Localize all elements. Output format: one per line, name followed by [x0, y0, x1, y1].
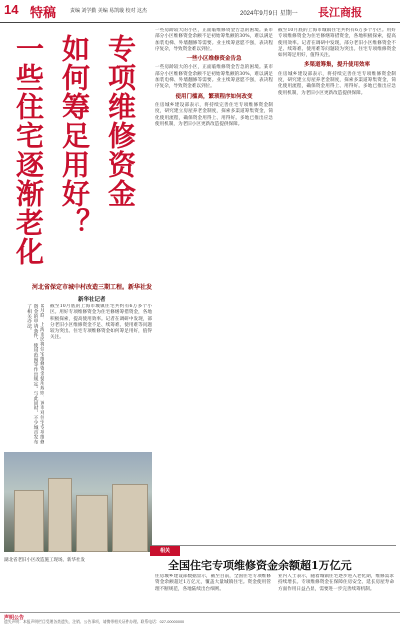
headline-line-2: 如何筹足用好？	[58, 34, 91, 237]
headline-line-3: 一些住宅逐渐老化	[12, 34, 45, 266]
masthead-logo: 長江商报	[318, 6, 362, 19]
article-col-3	[278, 28, 396, 543]
intro-text: 8月底，上海市民将住宅维修资金使用规则，该市对住宅专项维修资金的申请条件、使用范围等作出规定。与此同时，不少城市发布了相关办法。	[26, 304, 44, 444]
related-col-b: 业内人士表示，随着城镇住宅逐步进入老化期，维修需求持续增长。专项维修资金在保障住房安全、延长房屋寿命方面作用日益凸显，需要进一步完善续筹机制。	[278, 574, 394, 592]
related-tag: 相关	[150, 546, 180, 556]
photo-caption: 湖北省老旧小区改造施工现场。新华社发	[4, 558, 85, 563]
article-col-3-body: 截至10月底的上海市城镇住宅共约有6万多个小区。用好专项维修资金为住宅修缮筹措资金，各地积极探索，提高使用效率。记者在调研中发现，部分老旧小区维修资金不足、续筹难、使用难等问题较为突出。住宅专项维修资金如何筹足用好，值得关注。	[278, 28, 396, 59]
headline-line-1: 专项维修资金	[104, 34, 137, 208]
article-col-2-body-3: 住房城乡建设部表示，将持续完善住宅专项维修资金制度，研究建立房屋养老金制度，探索多渠道筹集资金，简化使用流程，确保资金用得上、用得好。多地已推出应急使用机制，为老旧小区更新改造提供保障。	[155, 102, 273, 127]
byline: 新华社记者	[78, 297, 106, 303]
article-col-2	[155, 28, 273, 543]
article-col-2-body-2: 一些房龄较大的小区，正面临维修资金告急的困境。某市部分小区维修资金余额不足初始筹集额的30%，难以满足加装电梯、外墙翻修等需要。业主续筹意愿不强，表决程序复杂，导致资金难以到位。	[155, 65, 273, 90]
construction-photo	[4, 452, 152, 552]
article-col-3-body-2: 住房城乡建设部表示，将持续完善住宅专项维修资金制度，研究建立房屋养老金制度，探索多渠道筹集资金，简化使用流程，确保资金用得上、用得好。多地已推出应急使用机制，为老旧小区更新改造提供保障。	[278, 71, 396, 96]
related-headline: 全国住宅专项维修资金余额超1万亿元	[168, 559, 352, 572]
related-col-a: 住房城乡建设部数据显示，截至目前，全国住宅专项维修资金余额超过1万亿元，覆盖大量城镇住宅。资金使用管理不断规范，各地陆续出台细则。	[155, 574, 271, 592]
article-col-2-body: 一些房龄较大的小区，正面临维修资金告急的困境。某市部分小区维修资金余额不足初始筹集额的30%，难以满足加装电梯、外墙翻修等需要。业主续筹意愿不强，表决程序复杂，导致资金难以到位。	[155, 28, 273, 52]
issue-date: 2024年9月9日 星期一	[240, 11, 298, 17]
section-title: 特稿	[30, 5, 57, 20]
question-head-2: 使用门槛高，繁琐程序如何改变	[175, 93, 253, 100]
notice-text: 遗失声明：本报声明栏目受理各类遗失、注销、公告事项，请携带相关证件办理。联系电话：027-00000000	[4, 620, 185, 624]
notice-title: 声明公告	[4, 615, 25, 621]
headline	[2, 28, 152, 278]
subhead: 河北省保定市城中村改造三期工程。新华社发	[31, 284, 152, 291]
question-head-1: 一些小区维修资金告急	[186, 56, 242, 63]
question-head-3: 多渠道筹集，提升使用效率	[303, 62, 370, 69]
article-col-1: 截至10月底的上海市城镇住宅共约有6万多个小区。用好专项维修资金为住宅修缮筹措资金，各地积极探索，提高使用效率。记者在调研中发现，部分老旧小区维修资金不足、续筹难、使用难等问题较为突出。住宅专项维修资金如何筹足用好，值得关注。	[50, 304, 152, 341]
editors-line: 责编 刘学勤 美编 易凯璇 校对 这杰	[70, 8, 147, 14]
page-number: 14	[4, 2, 19, 17]
divider	[152, 545, 396, 546]
